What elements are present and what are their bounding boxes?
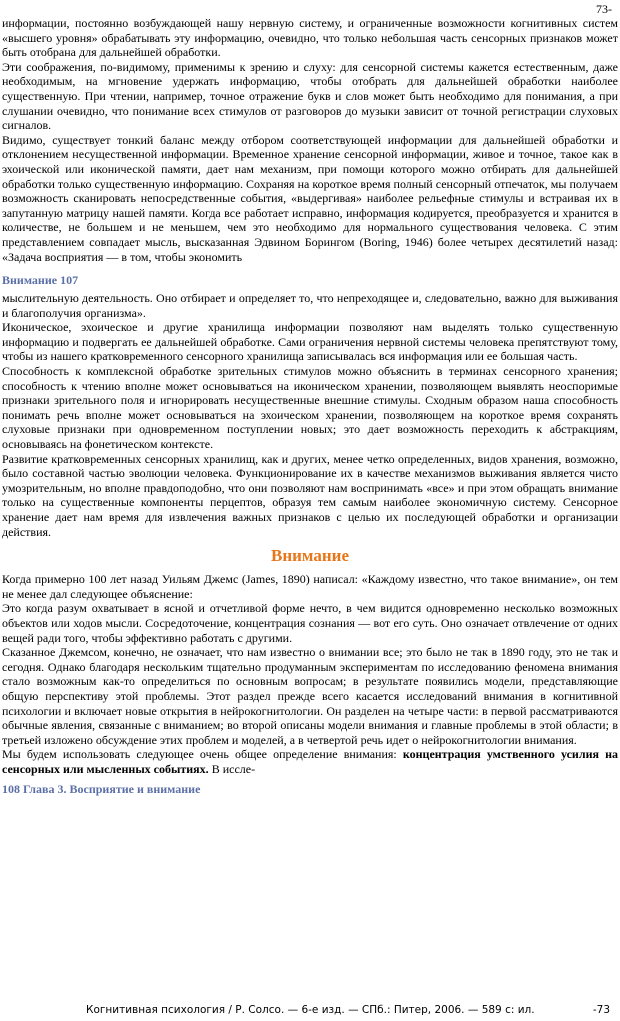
definition-bold: концентрация умственного усилия на сенсорных или мысленных событиях. xyxy=(2,747,618,776)
paragraph: Способность к комплексной обработке зрительных стимулов можно объяснить в терминах сенсорного хранения; способность к чтению вполне может основываться на иконическом хранении, позволяющем выявлять неоспоримые признаки зрительного поля и игнорировать несущественные внешние стимулы. Сходным образом наша способность понимать речь вполне может основываться на эхоическом хранении, позволяющем на короткое время сохранять слуховые признаки при одновременном поступлении новых; это дает возможность переходить к абстракциям, основываясь на фонетическом контексте. xyxy=(2,364,618,452)
section-heading: Внимание xyxy=(270,546,350,566)
definition-lead: Мы будем использовать следующее очень общее определение внимания: xyxy=(2,747,403,762)
paragraphs-middle xyxy=(2,291,618,539)
paragraph: мыслительную деятельность. Оно отбирает и определяет то, что непреходящее и, следовательно, важно для выживания и благополучия организма». xyxy=(2,291,618,320)
running-header-108: 108 Глава 3. Восприятие и внимание xyxy=(2,781,201,796)
paragraphs-before xyxy=(2,16,618,264)
footer-citation: Когнитивная психология / Р. Солсо. — 6-е изд. — СПб.: Питер, 2006. — 589 с: ил. xyxy=(86,1004,535,1016)
paragraph: Иконическое, эхоическое и другие хранилища информации позволяют нам выделять только существенную информацию и подвергать ее дальнейшей обработке. Сами ограничения нервной системы человека препятствуют тому, чтобы из нашего кратковременного сенсорного хранилища записывалась вся информация или ее большая часть. xyxy=(2,320,618,364)
definition-paragraph xyxy=(2,747,618,776)
paragraph: Когда примерно 100 лет назад Уильям Джемс (James, 1890) написал: «Каждому известно, что такое внимание», он тем не менее дал следующее объяснение: xyxy=(2,572,618,601)
paragraph: информации, постоянно возбуждающей нашу нервную систему, и ограниченные возможности когнитивных систем «высшего уровня» обрабатывать эту информацию, очевидно, что только небольшая часть сенсорных признаков может быть отобрана для дальнейшей обработки. xyxy=(2,16,618,60)
quotation-paragraph: Это когда разум охватывает в ясной и отчетливой форме нечто, в чем видится одновременно несколько возможных объектов или ходов мысли. Сосредоточение, концентрация сознания — вот его суть. Оно означает отвлечение от одних вещей ради того, чтобы эффективно работать с другими. xyxy=(2,601,618,645)
paragraphs-after xyxy=(2,572,618,776)
page-content xyxy=(2,16,618,797)
paragraph: Эти соображения, по-видимому, применимы к зрению и слуху: для сенсорной системы кажется естественным, даже необходимым, на мгновение удержать информацию, чтобы отобрать для дальнейшей обработки наиболее существенную. При чтении, например, точное отражение букв и слов может быть необходимо для понимания, а при слушании очевидно, что понимание всех стимулов от разговоров до музыки зависит от точной регистрации слуховых сигналов. xyxy=(2,59,618,133)
definition-tail: В иссле- xyxy=(208,761,256,776)
running-header-107: Внимание 107 xyxy=(2,273,79,288)
paragraph: Сказанное Джемсом, конечно, не означает, что нам известно о внимании все; это было не так в 1890 году, это не так и сегодня. Однако благодаря нескольким тщательно продуманным экспериментам по исследованию феномена внимания стало возможным как-то определиться по основным вопросам; в результате появились модели, представляющие общую перспективу этой проблемы. Этот раздел прежде всего касается исследований внимания в когнитивной психологии и включает новые открытия в нейрокогнитологии. Он разделен на четыре части: в первой рассматриваются обычные явления, связанные с вниманием; во второй описаны модели внимания и главные проблемы в этой области; в третьей изложено обсуждение этих проблем и моделей, а в четвертой речь идет о нейрокогнитологии внимания. xyxy=(2,645,618,747)
paragraph: Развитие кратковременных сенсорных хранилищ, как и других, менее четко определенных, видов хранения, возможно, было составной частью эволюции человека. Функционирование их в качестве механизмов выживания является чисто умозрительным, но вполне правдоподобно, что они позволяют нам воспринимать «все» и при этом обращать внимание только на существенные компоненты перцептов, образуя тем самым наиболее экономичную систему. Сенсорное хранение дает нам время для извлечения важных признаков с целью их последующей обработки и организации действия. xyxy=(2,451,618,539)
page-number-top: 73- xyxy=(596,2,612,16)
paragraph: Видимо, существует тонкий баланс между отбором соответствующей информации для дальнейшей обработки и отклонением несущественной информации. Временное хранение сенсорной информации, живое и точное, такое как в эхоической или иконической памяти, дает нам механизм, при помощи которого можно отбирать для дальнейшей обработки только существенную информацию. Сохраняя на короткое время полный сенсорный отпечаток, мы получаем возможность сканировать непосредственные события, «выдергивая» наиболее рельефные стимулы и встраивая их в запутанную матрицу нашей памяти. Когда все работает исправно, информация кодируется, преобразуется и хранится в количестве, не большем и не меньшем, чем это необходимо для нормального существования человека. С этим представлением совпадает мысль, высказанная Эдвином Борингом (Boring, 1946) более четырех десятилетий назад: «Задача восприятия — в том, чтобы экономить xyxy=(2,132,618,264)
footer-page-number: -73 xyxy=(592,1004,610,1016)
